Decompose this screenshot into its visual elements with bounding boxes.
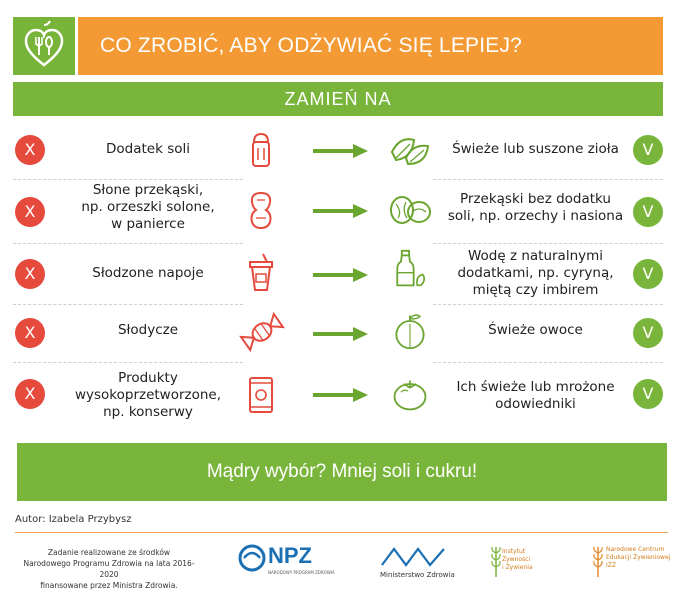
bad-mark-icon: X — [15, 197, 45, 227]
peanut-icon — [243, 190, 279, 230]
salt-shaker-icon — [243, 130, 279, 170]
good-mark-icon: V — [633, 259, 663, 289]
with-text: Wodę z naturalnymi dodatkami, np. cyryną, miętą czy imbirem — [457, 248, 614, 298]
swap-row-sweets — [13, 304, 663, 362]
arrow-right-icon — [313, 327, 368, 341]
footer-divider — [15, 532, 668, 533]
tomato-icon — [388, 374, 432, 414]
swap-row-salt — [13, 121, 663, 179]
replace-text: Dodatek soli — [106, 141, 190, 157]
canned-food-icon — [243, 374, 279, 414]
subheader-label: ZAMIEŃ NA — [284, 89, 392, 109]
arrow-right-icon — [313, 268, 368, 282]
bad-mark-icon: X — [15, 259, 45, 289]
row-divider — [13, 243, 243, 244]
bad-mark-icon: X — [15, 379, 45, 409]
apple-icon — [388, 311, 432, 351]
with-text: Świeże owoce — [488, 322, 583, 338]
ministry-logo-icon — [380, 545, 446, 569]
npz-logo-subtitle: NARODOWY PROGRAM ZDROWIA — [268, 570, 335, 575]
water-bottle-icon — [388, 249, 432, 289]
funding-note: Zadanie realizowane ze środków Narodowego Programu Zdrowia na lata 2016-2020 finansowane przez Ministra Zdrowia. — [23, 548, 195, 590]
swap-row-snacks — [13, 180, 663, 238]
wheat-icon — [490, 543, 502, 579]
nutrition-center-logo-text: Narodowe Centrum Edukacji Żywieniowej IŻŻ — [606, 546, 671, 569]
row-divider — [433, 362, 663, 363]
row-divider — [433, 243, 663, 244]
page-title: CO ZROBIĆ, ABY ODŻYWIAĆ SIĘ LEPIEJ? — [100, 34, 523, 57]
swap-row-processed — [13, 366, 663, 424]
logo-badge — [13, 17, 75, 75]
herb-leaves-icon — [388, 130, 432, 170]
ministry-logo-text: Ministerstwo Zdrowia — [380, 571, 455, 579]
replace-text: Słodycze — [117, 322, 179, 338]
author-credit: Autor: Izabela Przybysz — [15, 514, 132, 525]
with-text: Świeże lub suszone zioła — [452, 141, 619, 157]
npz-logo-text: NPZ — [268, 543, 312, 568]
candy-icon — [239, 310, 285, 354]
with-text: Przekąski bez dodatku soli, np. orzechy i nasiona — [447, 191, 624, 224]
good-mark-icon: V — [633, 197, 663, 227]
swap-row-drinks — [13, 245, 663, 303]
npz-logo-icon — [238, 543, 266, 573]
wheat-icon — [592, 543, 604, 579]
good-mark-icon: V — [633, 318, 663, 348]
bad-mark-icon: X — [15, 135, 45, 165]
bad-mark-icon: X — [15, 318, 45, 348]
institute-logo-text: Instytut Żywności i Żywienia — [502, 548, 533, 571]
drink-cup-icon — [243, 252, 279, 292]
good-mark-icon: V — [633, 135, 663, 165]
slogan-text: Mądry wybór? Mniej soli i cukru! — [206, 461, 478, 482]
replace-text: Słodzone napoje — [92, 265, 204, 281]
row-divider — [13, 362, 243, 363]
arrow-right-icon — [313, 388, 368, 402]
with-text: Ich świeże lub mrożone odowiedniki — [456, 379, 615, 412]
nuts-icon — [388, 190, 432, 230]
arrow-right-icon — [313, 204, 368, 218]
replace-text: Produkty wysokoprzetworzone, np. konserwy — [74, 370, 222, 420]
arrow-right-icon — [313, 144, 368, 158]
heart-cutlery-icon — [13, 17, 75, 75]
replace-text: Słone przekąski, np. orzeszki solone, w panierce — [81, 182, 215, 232]
good-mark-icon: V — [633, 379, 663, 409]
